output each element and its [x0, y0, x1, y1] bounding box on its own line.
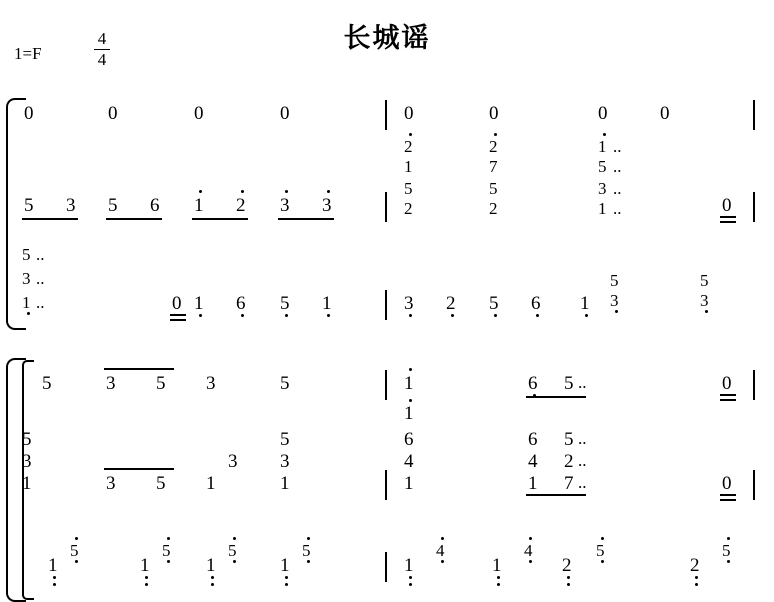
note: 0	[194, 103, 204, 124]
note: 0	[24, 103, 34, 124]
note: 2	[562, 555, 572, 576]
beam	[720, 221, 736, 223]
note: 1	[206, 555, 216, 576]
barline	[753, 192, 755, 222]
beam	[22, 218, 78, 220]
note: 1	[22, 293, 31, 312]
octave-dot-below	[615, 310, 618, 313]
note: 4	[528, 451, 538, 472]
note: 1	[280, 473, 290, 494]
page-title: 长城谣	[343, 23, 431, 54]
note: 2	[690, 555, 700, 576]
duration-dots: ..	[578, 373, 587, 392]
note: 7	[489, 157, 498, 176]
note: 1	[404, 403, 414, 424]
octave-dot-below	[529, 560, 532, 563]
note: 1	[194, 293, 204, 314]
note: 4	[436, 541, 445, 560]
beam	[104, 468, 174, 470]
barline	[753, 370, 755, 400]
note: 1	[492, 555, 502, 576]
note: 5	[162, 541, 171, 560]
octave-dot-below	[409, 576, 412, 579]
octave-dot-below	[727, 560, 730, 563]
octave-dot-above	[75, 537, 78, 540]
octave-dot-above	[441, 537, 444, 540]
octave-dot-below	[27, 312, 30, 315]
octave-dot-below	[497, 583, 500, 586]
note: 2	[446, 293, 456, 314]
octave-dot-above	[199, 190, 202, 193]
beam	[192, 218, 248, 220]
octave-dot-below	[441, 560, 444, 563]
note: 0	[722, 473, 732, 494]
barline	[385, 192, 387, 222]
note: 1	[404, 555, 414, 576]
note: 3	[322, 195, 332, 216]
beam	[170, 319, 186, 321]
note: 3	[700, 291, 709, 310]
octave-dot-below	[327, 314, 330, 317]
note: 5	[598, 157, 607, 176]
octave-dot-above	[409, 399, 412, 402]
note: 0	[172, 293, 182, 314]
octave-dot-below	[285, 576, 288, 579]
octave-dot-above	[307, 537, 310, 540]
note: 5	[108, 195, 118, 216]
octave-dot-above	[529, 537, 532, 540]
note: 5	[24, 195, 34, 216]
octave-dot-above	[285, 190, 288, 193]
octave-dot-below	[695, 583, 698, 586]
octave-dot-below	[145, 583, 148, 586]
note: 1	[580, 293, 590, 314]
time-signature-denominator: 4	[97, 49, 107, 69]
note: 5	[42, 373, 52, 394]
note: 5	[156, 473, 166, 494]
note: 4	[404, 451, 414, 472]
note: 5	[280, 293, 290, 314]
note: 0	[722, 195, 732, 216]
octave-dot-above	[327, 190, 330, 193]
key-signature: 1=F	[14, 44, 42, 63]
octave-dot-below	[285, 583, 288, 586]
octave-dot-above	[727, 537, 730, 540]
octave-dot-below	[585, 314, 588, 317]
octave-dot-above	[409, 133, 412, 136]
note: 3	[22, 451, 32, 472]
octave-dot-below	[241, 314, 244, 317]
note: 5	[722, 541, 731, 560]
duration-dots: ..	[613, 199, 622, 218]
note: 0	[404, 103, 414, 124]
note: 0	[489, 103, 499, 124]
note: 0	[108, 103, 118, 124]
octave-dot-below	[285, 314, 288, 317]
time-signature-numerator: 4	[97, 29, 107, 48]
note: 1	[598, 199, 607, 218]
barline	[385, 470, 387, 500]
note: 6	[150, 195, 160, 216]
octave-dot-below	[75, 560, 78, 563]
note: 2	[489, 137, 498, 156]
octave-dot-below	[705, 310, 708, 313]
octave-dot-below	[199, 314, 202, 317]
duration-dots: ..	[613, 157, 622, 176]
note: 0	[280, 103, 290, 124]
note: 1	[280, 555, 290, 576]
duration-dots: ..	[36, 293, 45, 312]
note: 2	[404, 199, 413, 218]
barline	[385, 552, 387, 582]
note: 5	[156, 373, 166, 394]
octave-dot-below	[409, 314, 412, 317]
note: 5	[564, 373, 574, 394]
beam	[720, 394, 736, 396]
duration-dots: ..	[36, 269, 45, 288]
beam	[720, 494, 736, 496]
note: 1	[528, 473, 538, 494]
octave-dot-above	[409, 368, 412, 371]
note: 5	[596, 541, 605, 560]
note: 5	[700, 271, 709, 290]
note: 2	[236, 195, 246, 216]
beam	[526, 396, 586, 398]
octave-dot-below	[567, 583, 570, 586]
octave-dot-below	[409, 583, 412, 586]
beam	[106, 218, 162, 220]
barline	[753, 100, 755, 130]
note: 3	[228, 451, 238, 472]
note: 3	[106, 373, 116, 394]
note: 0	[722, 373, 732, 394]
note: 5	[564, 429, 574, 450]
note: 3	[66, 195, 76, 216]
note: 1	[598, 137, 607, 156]
octave-dot-below	[536, 314, 539, 317]
note: 0	[660, 103, 670, 124]
note: 5	[302, 541, 311, 560]
note: 5	[489, 293, 499, 314]
note: 5	[610, 271, 619, 290]
beam	[278, 218, 334, 220]
barline	[385, 290, 387, 320]
note: 0	[598, 103, 608, 124]
beam	[526, 494, 586, 496]
note: 7	[564, 473, 574, 494]
duration-dots: ..	[613, 179, 622, 198]
note: 1	[140, 555, 150, 576]
note: 5	[22, 245, 31, 264]
note: 6	[528, 373, 538, 394]
note: 5	[404, 179, 413, 198]
octave-dot-below	[497, 576, 500, 579]
octave-dot-above	[494, 133, 497, 136]
note: 3	[280, 451, 290, 472]
note: 6	[404, 429, 414, 450]
note: 5	[489, 179, 498, 198]
note: 1	[48, 555, 58, 576]
barline	[385, 370, 387, 400]
note: 1	[322, 293, 332, 314]
octave-dot-above	[601, 537, 604, 540]
duration-dots: ..	[613, 137, 622, 156]
note: 3	[598, 179, 607, 198]
octave-dot-below	[53, 583, 56, 586]
note: 1	[404, 157, 413, 176]
note: 5	[22, 429, 32, 450]
octave-dot-above	[233, 537, 236, 540]
note: 4	[524, 541, 533, 560]
octave-dot-below	[167, 560, 170, 563]
note: 5	[280, 429, 290, 450]
barline	[385, 100, 387, 130]
octave-dot-below	[451, 314, 454, 317]
note: 1	[22, 473, 32, 494]
beam	[720, 216, 736, 218]
note: 3	[404, 293, 414, 314]
note: 6	[236, 293, 246, 314]
octave-dot-above	[167, 537, 170, 540]
octave-dot-below	[211, 583, 214, 586]
note: 3	[610, 291, 619, 310]
octave-dot-below	[233, 560, 236, 563]
beam	[170, 314, 186, 316]
note: 5	[228, 541, 237, 560]
note: 3	[280, 195, 290, 216]
note: 2	[564, 451, 574, 472]
octave-dot-below	[601, 560, 604, 563]
note: 1	[404, 473, 414, 494]
octave-dot-below	[145, 576, 148, 579]
note: 2	[489, 199, 498, 218]
duration-dots: ..	[36, 245, 45, 264]
note: 1	[194, 195, 204, 216]
time-signature	[90, 30, 114, 69]
note: 2	[404, 137, 413, 156]
barline	[753, 470, 755, 500]
duration-dots: ..	[578, 429, 587, 448]
note: 6	[531, 293, 541, 314]
octave-dot-above	[241, 190, 244, 193]
octave-dot-below	[494, 314, 497, 317]
octave-dot-below	[211, 576, 214, 579]
beam	[104, 368, 174, 370]
octave-dot-below	[695, 576, 698, 579]
note: 3	[206, 373, 216, 394]
note: 5	[70, 541, 79, 560]
note: 3	[22, 269, 31, 288]
duration-dots: ..	[578, 451, 587, 470]
note: 3	[106, 473, 116, 494]
note: 6	[528, 429, 538, 450]
note: 5	[280, 373, 290, 394]
octave-dot-below	[53, 576, 56, 579]
beam	[720, 399, 736, 401]
note: 1	[206, 473, 216, 494]
beam	[720, 499, 736, 501]
note: 1	[404, 373, 414, 394]
octave-dot-below	[567, 576, 570, 579]
duration-dots: ..	[578, 473, 587, 492]
octave-dot-above	[603, 133, 606, 136]
octave-dot-below	[307, 560, 310, 563]
